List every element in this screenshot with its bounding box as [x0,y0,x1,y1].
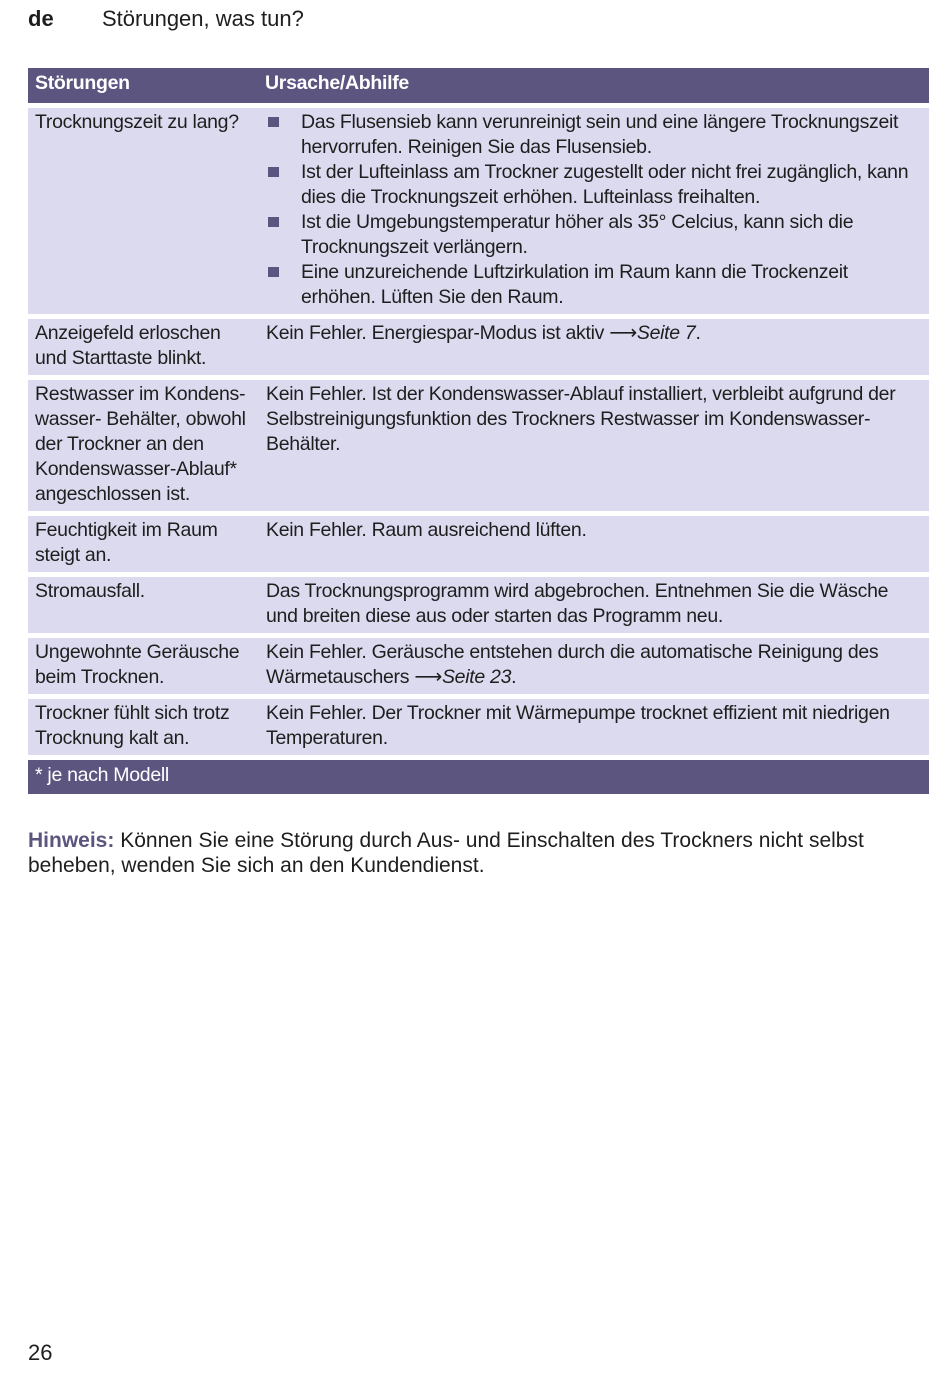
remedy-cell: Kein Fehler. Der Trockner mit Wärmepumpe trocknet effizient mit niedrigen Temperaturen. [258,699,929,755]
fault-cell: Ungewohnte Geräusche beim Trocknen. [28,638,258,694]
page-reference-link[interactable]: Seite 7 [636,322,696,344]
list-item [266,110,919,160]
fault-cell: Trocknungszeit zu lang? [28,108,258,314]
table-row [28,319,929,375]
remedy-cell [258,108,929,314]
fault-cell: Trockner fühlt sich trotz Trocknung kalt an. [28,699,258,755]
remedy-suffix: . [511,666,517,688]
square-bullet-icon [268,167,279,177]
bullet-text: Eine unzureichende Luftzirkulation im Raum kann die Trockenzeit erhöhen. Lüften Sie den Raum. [301,261,848,308]
fault-cell: Restwasser im Kondenswasser- Behälter, obwohl der Trockner an den Kondenswasser-Ablauf* angeschlossen ist. [28,380,258,511]
language-code: de [28,6,54,31]
hint-label: Hinweis: [28,829,115,852]
bullet-text: Das Flusensieb kann verunreinigt sein und eine längere Trocknungszeit hervorrufen. Reinigen Sie das Flusensieb. [301,111,899,158]
arrow-right-icon: ⟶ [414,666,442,688]
list-item [266,260,919,310]
fault-cell: Anzeigefeld erloschen und Starttaste blinkt. [28,319,258,375]
bullet-text: Ist die Umgebungstemperatur höher als 35° Celcius, kann sich die Trocknungszeit verlängern. [301,211,854,258]
page-number: 26 [28,1340,53,1365]
hint-text: Können Sie eine Störung durch Aus- und Einschalten des Trockners nicht selbst beheben, wenden Sie sich an den Kundendienst. [28,829,864,877]
page-header [28,6,304,36]
table-row [28,577,929,633]
hint-note [28,828,928,878]
remedy-cell: Kein Fehler. Raum ausreichend lüften. [258,516,929,572]
table-header-row [28,68,929,103]
remedy-cell: Kein Fehler. Ist der Kondenswasser-Ablauf installiert, verbleibt aufgrund der Selbstreinigungsfunktion des Trockners Restwasser im Kondenswasser-Behälter. [258,380,929,511]
remedy-cell [258,319,929,375]
column-header-faults: Störungen [28,68,258,103]
remedy-bullet-list [266,110,919,310]
column-header-cause-remedy: Ursache/Abhilfe [258,68,929,103]
table-row [28,516,929,572]
fault-cell: Feuchtigkeit im Raum steigt an. [28,516,258,572]
arrow-right-icon: ⟶ [609,322,637,344]
fault-cell: Stromausfall. [28,577,258,633]
page-reference-link[interactable]: Seite 23 [441,666,512,688]
remedy-cell: Das Trocknungsprogramm wird abgebrochen. Entnehmen Sie die Wäsche und breiten diese aus oder starten das Programm neu. [258,577,929,633]
remedy-text: Kein Fehler. Geräusche entstehen durch die automatische Reinigung des Wärmetauschers [266,641,879,688]
footnote: * je nach Modell [28,760,929,794]
table-row [28,699,929,755]
square-bullet-icon [268,267,279,277]
bullet-text: Ist der Lufteinlass am Trockner zugestellt oder nicht frei zugänglich, kann dies die Trocknungszeit erhöhen. Lufteinlass freihalten. [301,161,909,208]
remedy-suffix: . [695,322,701,344]
list-item [266,210,919,260]
table-row [28,638,929,694]
remedy-cell [258,638,929,694]
table-row [28,108,929,314]
table-row [28,380,929,511]
list-item [266,160,919,210]
page-title: Störungen, was tun? [102,6,304,31]
square-bullet-icon [268,117,279,127]
table-footer-row [28,760,929,794]
remedy-text: Kein Fehler. Energiespar-Modus ist aktiv [266,322,605,344]
square-bullet-icon [268,217,279,227]
troubleshooting-table [28,63,929,799]
